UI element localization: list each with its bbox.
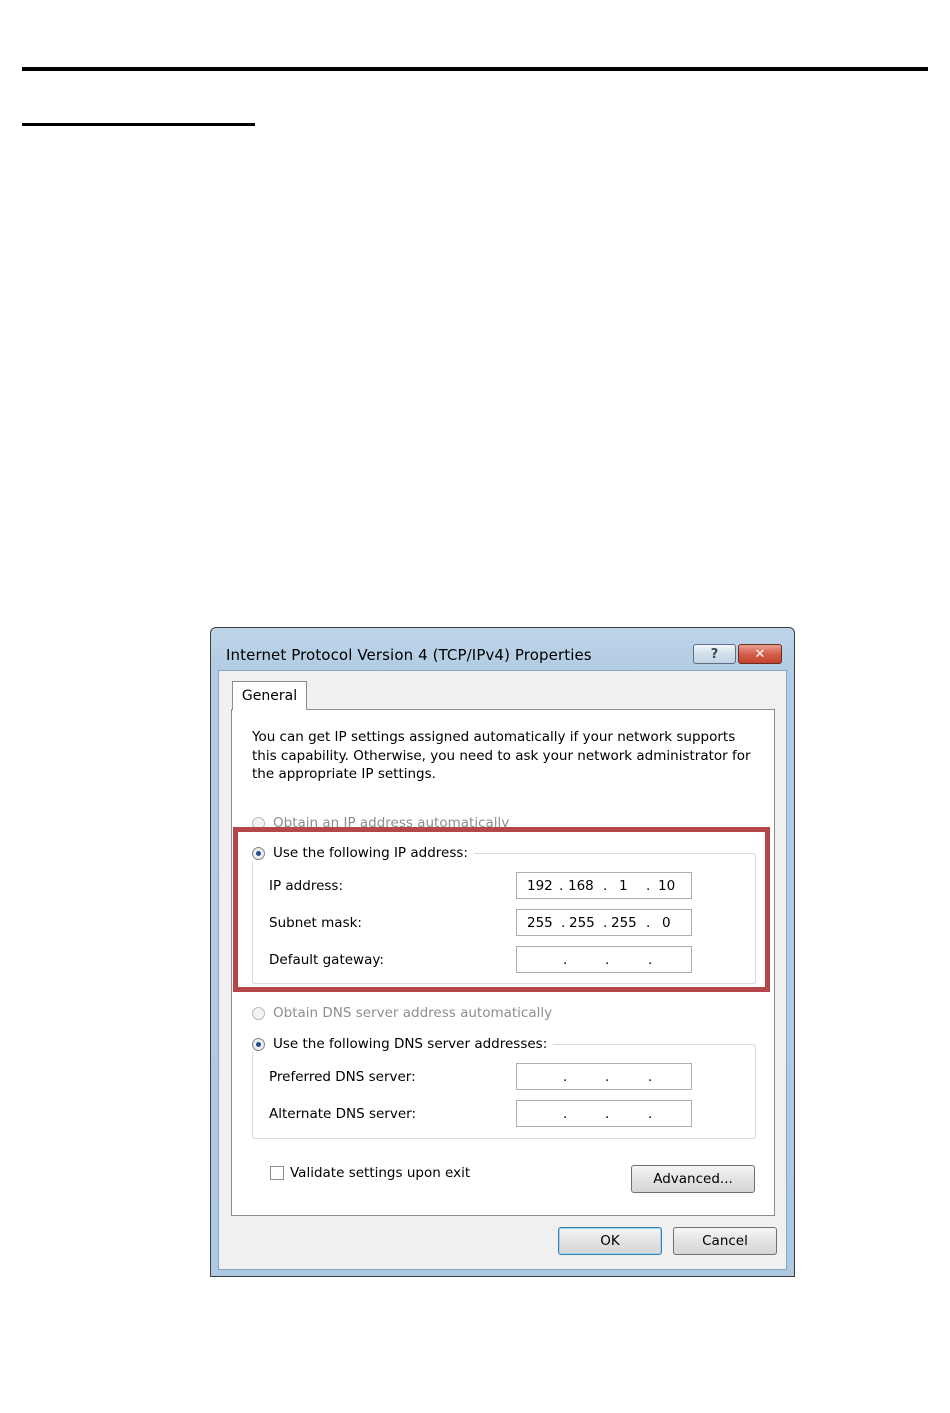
radio-obtain-dns-auto[interactable] (252, 1005, 552, 1021)
subnet-octet-3: 255 (611, 915, 637, 931)
close-icon[interactable]: ✕ (738, 644, 782, 664)
default-gateway-label: Default gateway: (269, 952, 384, 968)
tab-general[interactable]: General (232, 681, 307, 710)
preferred-dns-label: Preferred DNS server: (269, 1069, 416, 1085)
ip-address-input[interactable]: 192 . 168 . 1 . 10 (516, 872, 692, 899)
validate-settings-checkbox[interactable] (270, 1165, 470, 1181)
alternate-dns-label: Alternate DNS server: (269, 1106, 417, 1122)
dialog-client-area (218, 670, 787, 1270)
ip-octet-3: 1 (619, 878, 628, 894)
title-bar[interactable] (211, 628, 794, 670)
ip-octet-1: 192 (527, 878, 553, 894)
cancel-button[interactable]: Cancel (673, 1227, 777, 1255)
page-rule-short (22, 123, 255, 126)
radio-use-following-dns-label: Use the following DNS server addresses: (273, 1036, 548, 1052)
subnet-mask-label: Subnet mask: (269, 915, 362, 931)
radio-use-following-ip-label: Use the following IP address: (273, 845, 468, 861)
default-gateway-input[interactable]: . . . (516, 946, 692, 973)
dialog-title: Internet Protocol Version 4 (TCP/IPv4) Properties (226, 646, 592, 664)
subnet-octet-4: 0 (662, 915, 671, 931)
page-rule-top (22, 67, 928, 71)
ip-octet-2: 168 (568, 878, 594, 894)
radio-button-selected-icon (252, 1038, 265, 1051)
radio-obtain-ip-auto[interactable] (252, 815, 509, 831)
ok-button[interactable]: OK (558, 1227, 662, 1255)
alternate-dns-input[interactable]: . . . (516, 1100, 692, 1127)
ipv4-properties-dialog (210, 627, 795, 1277)
radio-obtain-ip-auto-label: Obtain an IP address automatically (273, 815, 510, 831)
subnet-octet-1: 255 (527, 915, 553, 931)
general-tab-panel (231, 709, 775, 1216)
radio-button-icon (252, 817, 265, 830)
intro-text: You can get IP settings assigned automatically if your network supports this capability. Otherwise, you need to ask your network administrator for the appropriate IP settings. (252, 729, 751, 782)
validate-settings-label: Validate settings upon exit (290, 1165, 471, 1181)
ip-octet-4: 10 (658, 878, 676, 894)
radio-use-following-ip[interactable] (252, 845, 474, 861)
checkbox-icon (270, 1166, 284, 1180)
advanced-button[interactable]: Advanced... (631, 1165, 755, 1193)
help-icon[interactable]: ? (693, 644, 736, 664)
subnet-mask-input[interactable]: 255 . 255 . 255 . 0 (516, 909, 692, 936)
radio-use-following-dns[interactable] (252, 1036, 553, 1052)
radio-button-icon (252, 1007, 265, 1020)
subnet-octet-2: 255 (569, 915, 595, 931)
radio-obtain-dns-auto-label: Obtain DNS server address automatically (273, 1005, 553, 1021)
ip-address-label: IP address: (269, 878, 343, 894)
preferred-dns-input[interactable]: . . . (516, 1063, 692, 1090)
radio-button-selected-icon (252, 847, 265, 860)
